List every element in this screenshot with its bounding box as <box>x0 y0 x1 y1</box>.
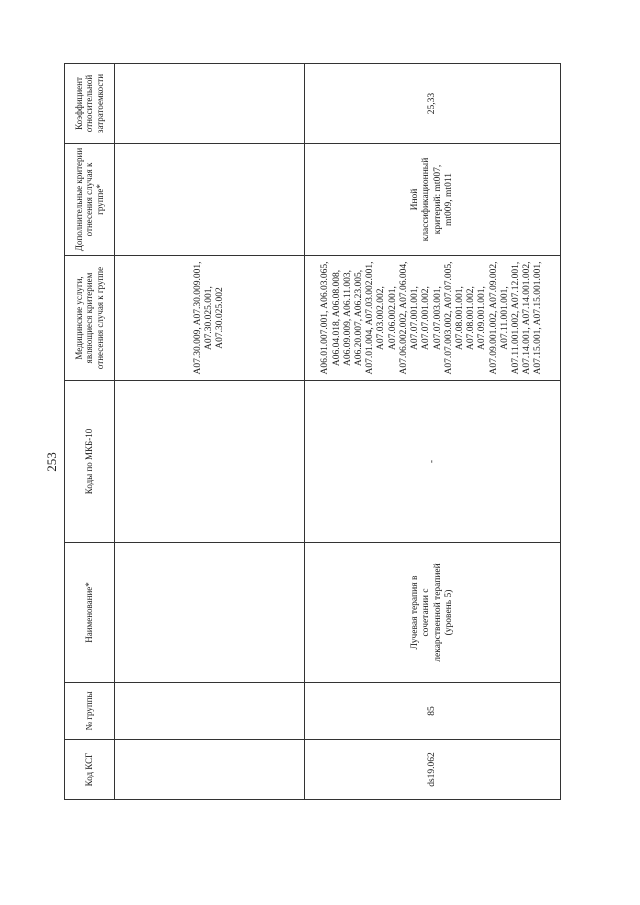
cell-coefficient <box>115 64 305 144</box>
cell-additional-criteria <box>115 144 305 256</box>
cell-medical-services: A06.01.007.001, A06.03.065, A06.04.018, A06.08.008, A06.09.009, A06.11.003, A06.20.007, A06.23.005, A07.01.004, A07.03.002.001, A07.03.002.002, A07.06.002.001, A07.06.002.002, A07.06.004, A07.07.001.001, A07.07.001.002, A07.07.003.001, A07.07.003.002, A07.07.005, A07.08.001.001, A07.08.001.002, A07.09.001.001, A07.09.001.002, A07.09.002, A07.11.001.001, A07.11.001.002, A07.12.001, A07.14.001, A07.14.001.002, A07.15.001, A07.15.001.001, <box>305 256 561 381</box>
cell-group-number <box>115 683 305 740</box>
cell-mkb-codes: - <box>305 381 561 543</box>
cell-ksg-code <box>115 740 305 800</box>
ksg-table <box>64 63 561 800</box>
table-header-row <box>65 64 115 800</box>
cell-additional-criteria: Иной классификационный критерий: mt007, mt009, mt011 <box>305 144 561 256</box>
cell-medical-services: A07.30.009, A07.30.009.001, A07.30.025.001, A07.30.025.002 <box>115 256 305 381</box>
table-row <box>305 64 561 800</box>
rotated-table-frame <box>64 64 560 800</box>
cell-ksg-code: ds19.062 <box>305 740 561 800</box>
cell-mkb-codes <box>115 381 305 543</box>
header-ksg-code: Код КСГ <box>65 740 115 800</box>
header-name: Наименование* <box>65 543 115 683</box>
table-row <box>115 64 305 800</box>
cell-coefficient: 25,33 <box>305 64 561 144</box>
page-number: 253 <box>44 452 59 472</box>
header-coefficient: Коэффициент относительной затратоемкости <box>65 64 115 144</box>
header-group-number: № группы <box>65 683 115 740</box>
cell-group-number: 85 <box>305 683 561 740</box>
cell-name <box>115 543 305 683</box>
cell-name: Лучевая терапия в сочетании с лекарственной терапией (уровень 5) <box>305 543 561 683</box>
header-mkb-codes: Коды по МКБ-10 <box>65 381 115 543</box>
header-additional-criteria: Дополнительные критерии отнесения случая к группе* <box>65 144 115 256</box>
header-medical-services: Медицинские услуги, являющиеся критерием отнесения случая к группе <box>65 256 115 381</box>
